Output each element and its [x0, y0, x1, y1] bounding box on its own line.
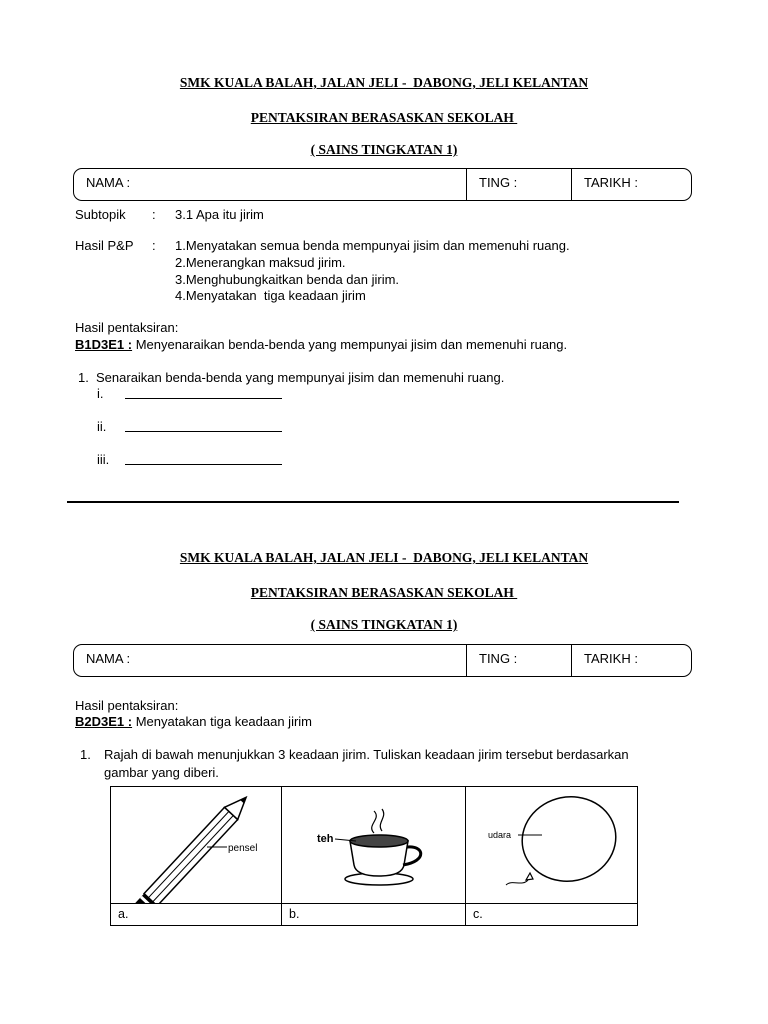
question-text-2-line1: Rajah di bawah menunjukkan 3 keadaan jirim. Tuliskan keadaan jirim tersebut berdasarkan: [104, 747, 629, 762]
ting-field-2[interactable]: [466, 645, 571, 676]
hasil-pp-item: 3.Menghubungkaitkan benda dan jirim.: [175, 272, 400, 287]
answer-cell-c[interactable]: c.: [466, 904, 638, 926]
subtopik-label: Subtopik: [75, 207, 126, 222]
assessment-title-2: PENTAKSIRAN BERASASKAN SEKOLAH: [250, 585, 518, 600]
tarikh-label: TARIKH :: [584, 175, 638, 190]
pencil-label: pensel: [228, 843, 258, 854]
assessment-title-1: PENTAKSIRAN BERASASKAN SEKOLAH: [250, 110, 518, 125]
student-info-box-2: [73, 644, 692, 677]
question-number-2: 1.: [80, 747, 91, 762]
ting-label: TING :: [479, 651, 518, 666]
nama-field-1[interactable]: [74, 169, 466, 200]
answer-cell-b[interactable]: b.: [282, 904, 466, 926]
question-number-1: 1.: [78, 370, 89, 385]
answer-numeral: iii.: [97, 452, 110, 467]
section-divider: [67, 501, 679, 503]
question-text-2-line2: gambar yang diberi.: [104, 765, 219, 780]
answer-line-i[interactable]: [125, 387, 282, 402]
criterion-code: B2D3E1 :: [75, 714, 133, 729]
hasil-pentaksiran-label-1: Hasil pentaksiran:: [75, 320, 179, 335]
school-title-1: SMK KUALA BALAH, JALAN JELI - DABONG, JELI KELANTAN: [179, 75, 589, 90]
matter-states-table: [110, 786, 638, 926]
school-title-2: SMK KUALA BALAH, JALAN JELI - DABONG, JELI KELANTAN: [179, 550, 589, 565]
balloon-label: udara: [488, 830, 512, 840]
assessment-criterion-1: [75, 337, 567, 353]
subtopik-value: 3.1 Apa itu jirim: [175, 207, 264, 222]
picture-cell-pencil: [111, 787, 282, 904]
hasil-pp-item: 4.Menyatakan tiga keadaan jirim: [175, 288, 366, 303]
subject-title-2: ( SAINS TINGKATAN 1): [310, 617, 458, 632]
picture-cell-tea: [282, 787, 466, 904]
answer-numeral: i.: [97, 386, 104, 401]
hasil-pp-item: 2.Menerangkan maksud jirim.: [175, 255, 346, 270]
criterion-desc: Menyenaraikan benda-benda yang mempunyai jisim dan memenuhi ruang.: [132, 337, 568, 352]
subtopik-colon: :: [152, 207, 156, 222]
hasil-pp-item: 1.Menyatakan semua benda mempunyai jisim dan memenuhi ruang.: [175, 238, 570, 253]
nama-field-2[interactable]: [74, 645, 466, 676]
criterion-code: B1D3E1 :: [75, 337, 133, 352]
student-info-box-1: [73, 168, 692, 201]
pencil-icon: [111, 787, 282, 903]
balloon-icon: [466, 787, 638, 903]
answer-line-iii[interactable]: [125, 453, 282, 468]
subject-title-1: ( SAINS TINGKATAN 1): [310, 142, 458, 157]
hasil-pentaksiran-label-2: Hasil pentaksiran:: [75, 698, 179, 713]
tarikh-field-2[interactable]: [571, 645, 691, 676]
hasil-pp-label: Hasil P&P: [75, 238, 134, 253]
answer-numeral: ii.: [97, 419, 107, 434]
criterion-desc: Menyatakan tiga keadaan jirim: [132, 714, 313, 729]
tarikh-label: TARIKH :: [584, 651, 638, 666]
assessment-criterion-2: [75, 714, 312, 730]
ting-field-1[interactable]: [466, 169, 571, 200]
tea-label: teh: [317, 833, 334, 845]
nama-label: NAMA :: [86, 651, 131, 666]
question-text-1: Senaraikan benda-benda yang mempunyai jisim dan memenuhi ruang.: [96, 370, 505, 385]
answer-cell-a[interactable]: a.: [111, 904, 282, 926]
answer-line-ii[interactable]: [125, 420, 282, 435]
hasil-pp-colon: :: [152, 238, 156, 253]
picture-cell-balloon: [466, 787, 638, 904]
ting-label: TING :: [479, 175, 518, 190]
nama-label: NAMA :: [86, 175, 131, 190]
tarikh-field-1[interactable]: [571, 169, 691, 200]
tea-cup-icon: [282, 787, 466, 903]
